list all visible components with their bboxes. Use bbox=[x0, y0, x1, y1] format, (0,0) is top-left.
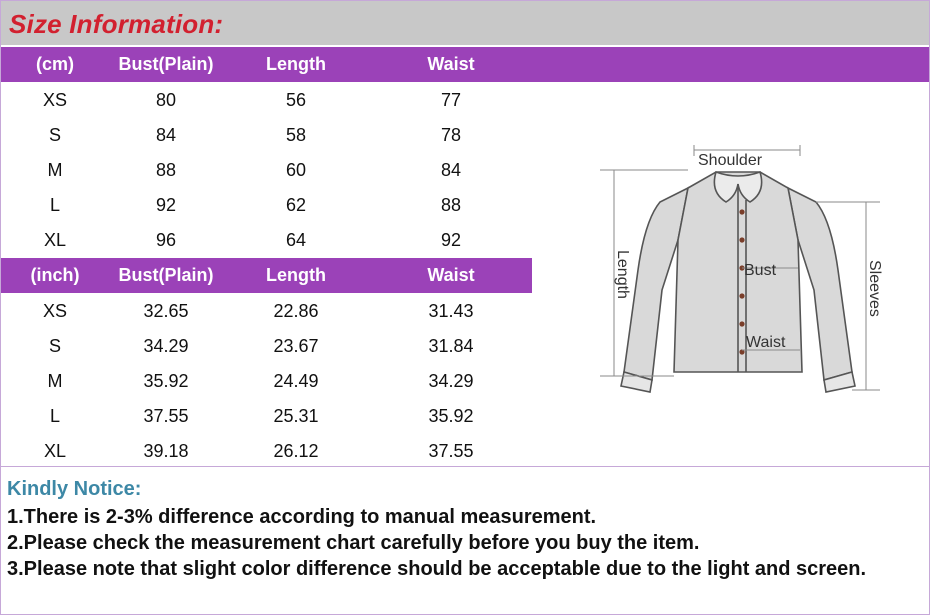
table-row bbox=[1, 83, 533, 118]
cm-table-header bbox=[1, 47, 929, 82]
length-cell: 58 bbox=[285, 125, 307, 145]
waist-cell: 34.29 bbox=[428, 371, 474, 391]
size-cell: XS bbox=[42, 301, 67, 321]
size-cell: M bbox=[47, 371, 63, 391]
size-cell: XL bbox=[43, 230, 67, 250]
inch-header-bust: Bust(Plain) bbox=[118, 265, 214, 285]
sleeves-label: Sleeves bbox=[866, 260, 883, 317]
inch-header-waist: Waist bbox=[427, 265, 475, 285]
size-info-header bbox=[1, 1, 929, 45]
waist-cell: 31.43 bbox=[428, 301, 474, 321]
bust-cell: 92 bbox=[155, 195, 177, 215]
bust-cell: 34.29 bbox=[143, 336, 189, 356]
size-cell: M bbox=[47, 160, 63, 180]
waist-cell: 35.92 bbox=[428, 406, 474, 426]
shirt-measurement-diagram bbox=[590, 140, 890, 410]
waist-cell: 84 bbox=[440, 160, 462, 180]
size-cell: S bbox=[48, 125, 61, 145]
cm-header-waist: Waist bbox=[427, 54, 475, 74]
size-cell: L bbox=[49, 195, 60, 215]
bust-cell: 88 bbox=[155, 160, 177, 180]
notice-line-3: 3.Please note that slight color difference should be acceptable due to the light and screen. bbox=[7, 558, 867, 580]
length-cell: 25.31 bbox=[273, 406, 319, 426]
length-label: Length bbox=[614, 250, 631, 299]
bust-label: Bust bbox=[744, 262, 777, 279]
table-row bbox=[1, 364, 533, 399]
inch-header-unit: (inch) bbox=[30, 265, 80, 285]
length-cell: 56 bbox=[285, 90, 307, 110]
shirt-icon bbox=[621, 172, 855, 392]
waist-cell: 31.84 bbox=[428, 336, 474, 356]
table-row bbox=[1, 329, 533, 364]
shoulder-label: Shoulder bbox=[698, 152, 763, 169]
inch-header-length: Length bbox=[266, 265, 326, 285]
page-title: Size Information: bbox=[9, 9, 224, 39]
waist-cell: 77 bbox=[440, 90, 462, 110]
cm-header-bust: Bust(Plain) bbox=[118, 54, 214, 74]
length-cell: 62 bbox=[285, 195, 307, 215]
bust-cell: 32.65 bbox=[143, 301, 189, 321]
table-row bbox=[1, 118, 533, 153]
table-row bbox=[1, 188, 533, 223]
cm-header-unit: (cm) bbox=[35, 54, 74, 74]
bust-cell: 39.18 bbox=[143, 441, 189, 461]
bust-cell: 96 bbox=[155, 230, 177, 250]
size-cell: XL bbox=[43, 441, 67, 461]
length-cell: 60 bbox=[285, 160, 307, 180]
waist-cell: 37.55 bbox=[428, 441, 474, 461]
size-cell: S bbox=[48, 336, 61, 356]
size-cell: L bbox=[49, 406, 60, 426]
length-cell: 26.12 bbox=[273, 441, 319, 461]
notice-title: Kindly Notice: bbox=[7, 478, 142, 500]
length-cell: 64 bbox=[285, 230, 307, 250]
waist-cell: 78 bbox=[440, 125, 462, 145]
bust-cell: 37.55 bbox=[143, 406, 189, 426]
bust-cell: 35.92 bbox=[143, 371, 189, 391]
bust-cell: 80 bbox=[155, 90, 177, 110]
table-row bbox=[1, 399, 533, 434]
cm-header-length: Length bbox=[266, 54, 326, 74]
table-row bbox=[1, 223, 533, 258]
waist-cell: 92 bbox=[440, 230, 462, 250]
waist-cell: 88 bbox=[440, 195, 462, 215]
length-cell: 22.86 bbox=[273, 301, 319, 321]
table-row bbox=[1, 294, 533, 329]
length-cell: 24.49 bbox=[273, 371, 319, 391]
length-cell: 23.67 bbox=[273, 336, 319, 356]
table-row bbox=[1, 434, 533, 469]
table-row bbox=[1, 153, 533, 188]
bust-cell: 84 bbox=[155, 125, 177, 145]
notice-line-2: 2.Please check the measurement chart carefully before you buy the item. bbox=[7, 532, 700, 554]
size-cell: XS bbox=[42, 90, 67, 110]
inch-table-header bbox=[1, 258, 532, 293]
waist-label: Waist bbox=[746, 334, 786, 351]
notice-line-1: 1.There is 2-3% difference according to manual measurement. bbox=[7, 506, 597, 528]
